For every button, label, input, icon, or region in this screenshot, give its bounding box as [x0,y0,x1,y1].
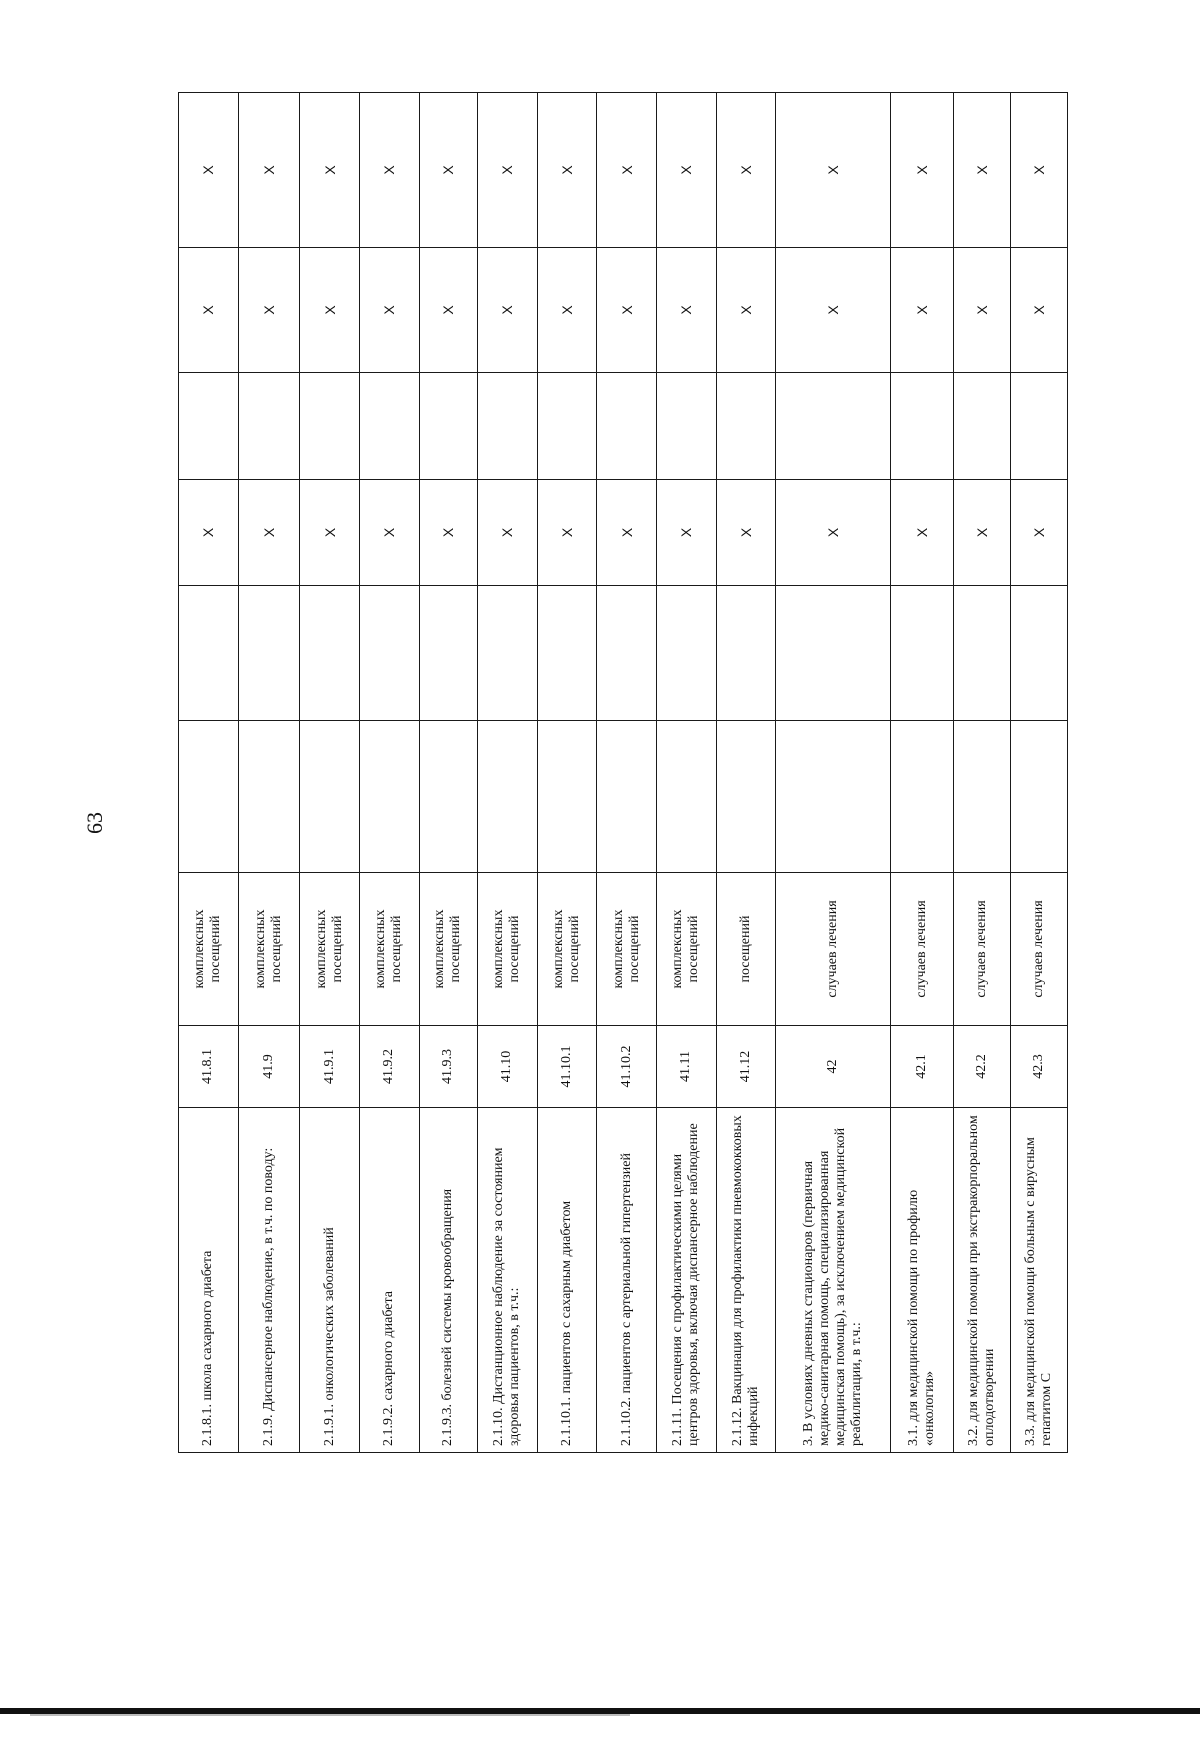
row-unit-cell: комплексных посещений [478,873,538,1026]
table-row [300,93,360,1453]
row-unit-cell: комплексных посещений [597,873,657,1026]
row-unit-cell: случаев лечения [891,873,954,1026]
row-value-cell-1 [179,721,239,873]
row-mark-cell-3: X [300,93,360,248]
row-value-cell-2 [419,586,478,721]
row-value-cell-3 [776,373,891,480]
row-value-cell-2 [537,586,597,721]
row-code-cell: 41.9.1 [300,1026,360,1108]
row-name-cell: 2.1.10.2. пациентов с артериальной гипертензией [597,1108,657,1453]
row-value-cell-1 [238,721,300,873]
bottom-rule-shadow [30,1714,630,1716]
row-name-cell: 2.1.9.2. сахарного диабета [359,1108,419,1453]
row-value-cell-3 [716,373,776,480]
row-code-cell: 42 [776,1026,891,1108]
row-unit-cell: случаев лечения [953,873,1011,1026]
row-unit-cell: комплексных посещений [238,873,300,1026]
table-row [891,93,954,1453]
table-row [478,93,538,1453]
row-value-cell-2 [953,586,1011,721]
row-name-cell: 3.1. для медицинской помощи по профилю «онкология» [891,1108,954,1453]
rotated-table-container [178,93,1068,1453]
row-unit-cell: комплексных посещений [359,873,419,1026]
row-code-cell: 41.10.1 [537,1026,597,1108]
row-code-cell: 41.11 [656,1026,716,1108]
row-mark-cell-3: X [891,93,954,248]
row-code-cell: 41.9.3 [419,1026,478,1108]
table-row [597,93,657,1453]
row-code-cell: 42.2 [953,1026,1011,1108]
row-code-cell: 41.10.2 [597,1026,657,1108]
row-value-cell-2 [300,586,360,721]
row-mark-cell-1: X [1011,480,1068,586]
row-mark-cell-1: X [656,480,716,586]
row-value-cell-1 [419,721,478,873]
row-mark-cell-3: X [776,93,891,248]
row-value-cell-1 [716,721,776,873]
row-mark-cell-2: X [238,248,300,373]
row-mark-cell-2: X [953,248,1011,373]
row-value-cell-2 [597,586,657,721]
row-value-cell-3 [1011,373,1068,480]
row-value-cell-1 [1011,721,1068,873]
row-unit-cell: комплексных посещений [179,873,239,1026]
table-row [656,93,716,1453]
row-value-cell-3 [179,373,239,480]
row-value-cell-2 [776,586,891,721]
row-value-cell-1 [537,721,597,873]
row-mark-cell-1: X [300,480,360,586]
row-value-cell-2 [179,586,239,721]
row-mark-cell-1: X [776,480,891,586]
row-value-cell-1 [300,721,360,873]
row-value-cell-1 [359,721,419,873]
table-row [179,93,239,1453]
row-mark-cell-3: X [179,93,239,248]
row-value-cell-1 [478,721,538,873]
data-table [178,92,1068,1453]
row-name-cell: 2.1.11. Посещения с профилактическими целями центров здоровья, включая диспансерное наблюдение [656,1108,716,1453]
row-unit-cell: комплексных посещений [656,873,716,1026]
row-code-cell: 41.12 [716,1026,776,1108]
row-code-cell: 41.10 [478,1026,538,1108]
row-mark-cell-2: X [891,248,954,373]
row-mark-cell-2: X [179,248,239,373]
row-mark-cell-2: X [597,248,657,373]
row-mark-cell-1: X [419,480,478,586]
row-unit-cell: комплексных посещений [300,873,360,1026]
page-number: 63 [82,812,107,834]
row-mark-cell-3: X [716,93,776,248]
table-row [537,93,597,1453]
row-value-cell-3 [656,373,716,480]
row-mark-cell-3: X [238,93,300,248]
row-value-cell-2 [716,586,776,721]
row-mark-cell-3: X [1011,93,1068,248]
row-mark-cell-2: X [716,248,776,373]
table-row [953,93,1011,1453]
row-mark-cell-2: X [478,248,538,373]
row-name-cell: 2.1.9.1. онкологических заболеваний [300,1108,360,1453]
row-value-cell-3 [953,373,1011,480]
row-mark-cell-2: X [656,248,716,373]
row-mark-cell-1: X [597,480,657,586]
row-value-cell-1 [656,721,716,873]
table-row [1011,93,1068,1453]
row-code-cell: 42.3 [1011,1026,1068,1108]
row-value-cell-2 [656,586,716,721]
row-value-cell-3 [537,373,597,480]
row-code-cell: 41.9.2 [359,1026,419,1108]
row-value-cell-1 [891,721,954,873]
row-mark-cell-3: X [359,93,419,248]
table-row [716,93,776,1453]
row-unit-cell: посещений [716,873,776,1026]
row-unit-cell: комплексных посещений [419,873,478,1026]
row-mark-cell-2: X [537,248,597,373]
row-name-cell: 2.1.9. Диспансерное наблюдение, в т.ч. по поводу: [238,1108,300,1453]
row-mark-cell-2: X [1011,248,1068,373]
row-value-cell-3 [238,373,300,480]
row-name-cell: 3.3. для медицинской помощи больным с вирусным гепатитом С [1011,1108,1068,1453]
row-mark-cell-1: X [359,480,419,586]
row-name-cell: 2.1.10. Дистанционное наблюдение за состоянием здоровья пациентов, в т.ч.: [478,1108,538,1453]
row-mark-cell-1: X [953,480,1011,586]
row-mark-cell-1: X [537,480,597,586]
row-name-cell: 2.1.8.1. школа сахарного диабета [179,1108,239,1453]
row-mark-cell-3: X [953,93,1011,248]
row-value-cell-1 [776,721,891,873]
row-mark-cell-3: X [478,93,538,248]
row-value-cell-3 [597,373,657,480]
row-name-cell: 2.1.10.1. пациентов с сахарным диабетом [537,1108,597,1453]
row-value-cell-3 [359,373,419,480]
row-value-cell-3 [300,373,360,480]
row-mark-cell-1: X [478,480,538,586]
row-mark-cell-3: X [537,93,597,248]
row-name-cell: 2.1.9.3. болезней системы кровообращения [419,1108,478,1453]
row-value-cell-2 [478,586,538,721]
row-unit-cell: случаев лечения [1011,873,1068,1026]
row-mark-cell-3: X [656,93,716,248]
row-value-cell-3 [478,373,538,480]
row-value-cell-1 [953,721,1011,873]
row-mark-cell-1: X [716,480,776,586]
row-mark-cell-1: X [179,480,239,586]
row-mark-cell-2: X [300,248,360,373]
row-name-cell: 3. В условиях дневных стационаров (первичная медико-санитарная помощь, специализированная медицинская помощь), за исключением медицинской реабилитации, в т.ч.: [776,1108,891,1453]
row-mark-cell-3: X [419,93,478,248]
row-mark-cell-1: X [238,480,300,586]
row-value-cell-2 [238,586,300,721]
table-row [419,93,478,1453]
row-unit-cell: комплексных посещений [537,873,597,1026]
row-name-cell: 2.1.12. Вакцинация для профилактики пневмококковых инфекций [716,1108,776,1453]
row-value-cell-2 [891,586,954,721]
row-unit-cell: случаев лечения [776,873,891,1026]
row-mark-cell-2: X [419,248,478,373]
row-mark-cell-1: X [891,480,954,586]
row-code-cell: 42.1 [891,1026,954,1108]
row-value-cell-1 [597,721,657,873]
row-name-cell: 3.2. для медицинской помощи при экстракорпоральном оплодотворении [953,1108,1011,1453]
row-code-cell: 41.8.1 [179,1026,239,1108]
table-row [238,93,300,1453]
row-value-cell-2 [1011,586,1068,721]
table-body [179,93,1068,1453]
table-row [776,93,891,1453]
table-row [359,93,419,1453]
row-value-cell-3 [891,373,954,480]
row-code-cell: 41.9 [238,1026,300,1108]
row-mark-cell-2: X [359,248,419,373]
row-value-cell-3 [419,373,478,480]
row-mark-cell-2: X [776,248,891,373]
row-mark-cell-3: X [597,93,657,248]
row-value-cell-2 [359,586,419,721]
